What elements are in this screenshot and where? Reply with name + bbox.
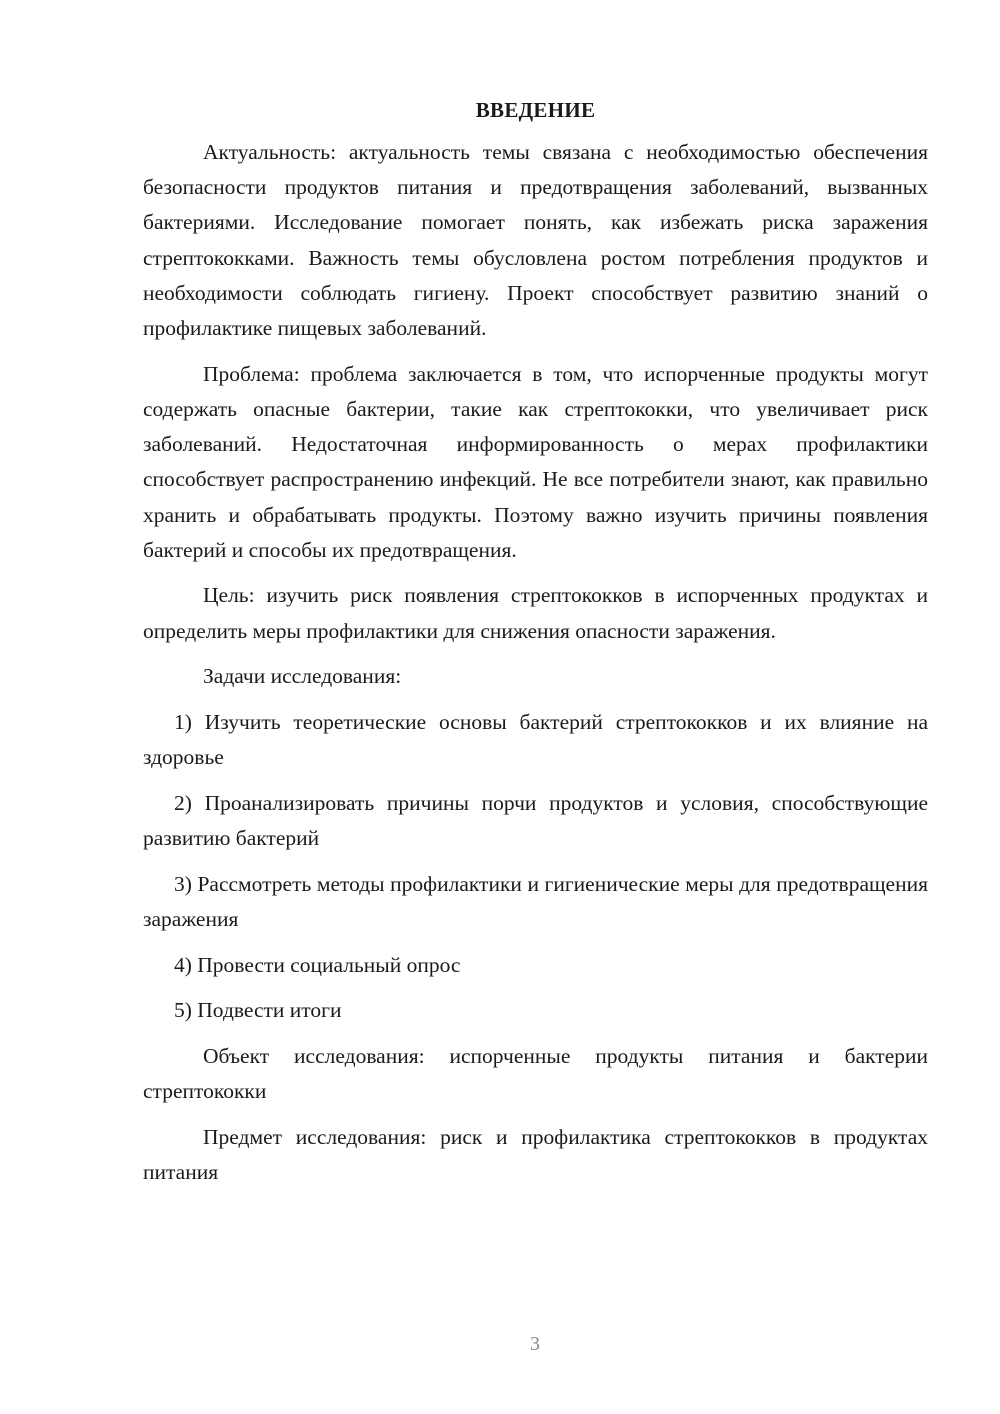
tasks-list xyxy=(143,705,928,1029)
task-item: 4) Провести социальный опрос xyxy=(174,952,461,977)
subject-paragraph: Предмет исследования: риск и профилактика стрептококков в продуктах питания xyxy=(143,1125,928,1185)
task-item: 2) Проанализировать причины порчи продуктов и условия, способствующие развитию бактерий xyxy=(143,790,928,851)
task-item: 1) Изучить теоретические основы бактерий стрептококков и их влияние на здоровье xyxy=(143,710,928,770)
problem-paragraph: Проблема: проблема заключается в том, что испорченные продукты могут содержать опасные бактерии, такие как стрептококки, что увеличивает риск заболеваний. Недостаточная информированность о мерах профилактики способствует распространению инфекций. Не все потребители знают, как правильно хранить и обрабатывать продукты. Поэтому важно изучить причины появления бактерий и способы их предотвращения. xyxy=(143,361,928,562)
goal-paragraph: Цель: изучить риск появления стрептококков в испорченных продуктах и определить меры профилактики для снижения опасности заражения. xyxy=(143,583,928,643)
relevance-paragraph: Актуальность: актуальность темы связана с необходимостью обеспечения безопасности продуктов питания и предотвращения заболеваний, вызванных бактериями. Исследование помогает понять, как избежать риска заражения стрептококками. Важность темы обусловлена ростом потребления продуктов и необходимости соблюдать гигиену. Проект способствует развитию знаний о профилактике пищевых заболеваний. xyxy=(143,140,928,341)
page-content xyxy=(143,95,928,1201)
object-paragraph: Объект исследования: испорченные продукты питания и бактерии стрептококки xyxy=(143,1044,928,1104)
page-number: 3 xyxy=(530,1333,540,1355)
task-item: 5) Подвести итоги xyxy=(174,998,342,1023)
page-title: ВВЕДЕНИЕ xyxy=(475,98,596,122)
tasks-heading: Задачи исследования: xyxy=(203,664,402,689)
task-item: 3) Рассмотреть методы профилактики и гигиенические меры для предотвращения заражения xyxy=(143,871,928,932)
